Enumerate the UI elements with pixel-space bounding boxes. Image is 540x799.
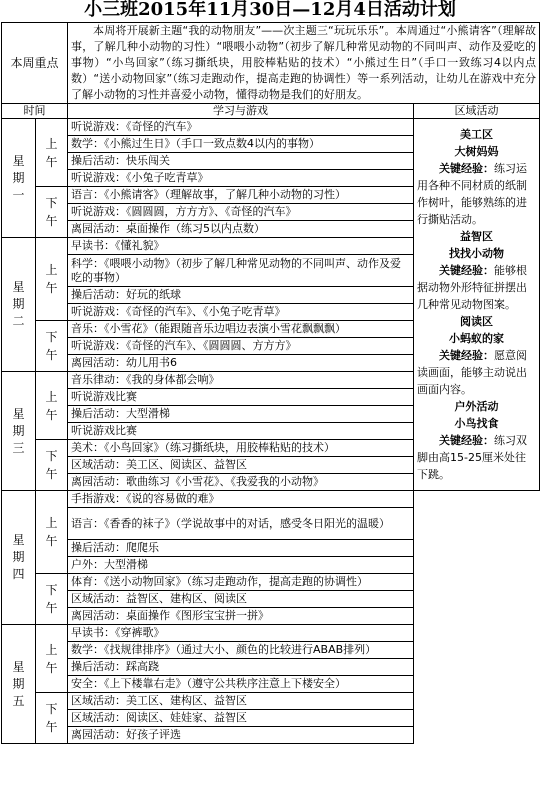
table-row — [2, 508, 540, 540]
zone-key-text: 愿意阅读画面，能够主动说出画面内容。 — [417, 349, 528, 396]
zone-key-text: 能够根据动物外形特征拼摆出几种常见动物图案。 — [417, 264, 528, 311]
half-day-name: 上午 — [45, 263, 58, 295]
table-row — [2, 676, 540, 693]
table-row — [2, 540, 540, 557]
afternoon-label — [36, 187, 68, 238]
zone-subtitle: 小蚂蚁的家 — [449, 332, 505, 345]
table-row — [2, 574, 540, 591]
table-row — [2, 557, 540, 574]
day-label — [2, 119, 36, 238]
table-row — [2, 727, 540, 744]
day-name: 星期四 — [12, 533, 25, 581]
table-row — [2, 659, 540, 676]
half-day-name: 上午 — [45, 516, 58, 548]
activity-cell: 离园活动：好孩子评选 — [68, 727, 414, 744]
activity-cell: 听说游戏比赛 — [68, 423, 414, 440]
zone-subtitle: 找找小动物 — [449, 247, 505, 260]
afternoon-label — [36, 440, 68, 491]
activity-cell: 户外：大型滑梯 — [68, 557, 414, 574]
table-row — [2, 693, 540, 710]
zone-title: 美工区 — [460, 128, 494, 141]
table-row — [2, 491, 540, 508]
activity-cell: 区域活动：益智区、建构区、阅读区 — [68, 591, 414, 608]
half-day-name: 下午 — [45, 449, 58, 481]
activity-cell: 听说游戏：《小兔子吃青草》 — [68, 170, 414, 187]
activity-cell: 语言：《小熊请客》（理解故事，了解几种小动物的习性） — [68, 187, 414, 204]
weekly-focus-text: 本周将开展新主题“我的动物朋友”——次主题三“玩玩乐乐”。本周通过“小熊请客”（理解故事，了解几种小动物的习性）“喂喂小动物”（初步了解几种常见动物的不同叫声、动作及爱吃的事物）“小鸟回家”（练习撕纸块，用胶棒粘贴的技术）“小熊过生日”（手口一致练习4以内点数）“送小动物回家”（练习走跑动作，提高走跑的协调性）等一系列活动，让幼儿在游戏中充分了解小动物的习性并喜爱小动物，懂得动物是我们的好朋友。 — [68, 23, 540, 104]
zone-key-experience — [417, 262, 536, 313]
day-label — [2, 491, 36, 625]
activity-cell: 美术：《小鸟回家》（练习撕纸块，用胶棒粘贴的技术） — [68, 440, 414, 457]
zone-subtitle: 大树妈妈 — [454, 145, 499, 158]
weekly-focus-row — [2, 23, 540, 104]
table-row — [2, 642, 540, 659]
table-row — [2, 591, 540, 608]
half-day-name: 下午 — [45, 583, 58, 615]
zone-activities-cell — [414, 119, 540, 491]
activity-cell: 数学：《找规律排序》（通过大小、颜色的比较进行ABAB排列） — [68, 642, 414, 659]
zone-title: 益智区 — [460, 230, 494, 243]
day-name: 星期二 — [12, 280, 25, 328]
day-label — [2, 625, 36, 744]
activity-plan-table — [1, 22, 540, 744]
header-time: 时间 — [2, 104, 68, 119]
table-row — [2, 119, 540, 136]
zone-key-label: 关键经验： — [439, 264, 495, 277]
half-day-name: 上午 — [45, 389, 58, 422]
day-label — [2, 238, 36, 372]
activity-cell: 操后活动：爬爬乐 — [68, 540, 414, 557]
morning-label — [36, 119, 68, 187]
activity-cell: 操后活动：好玩的纸球 — [68, 287, 414, 304]
activity-cell: 听说游戏：《圆圆圆，方方方》、《奇怪的汽车》 — [68, 204, 414, 221]
afternoon-label — [36, 693, 68, 744]
activity-cell: 数学：《小熊过生日》（手口一致点数4以内的事物） — [68, 136, 414, 153]
activity-cell: 操后活动：大型滑梯 — [68, 406, 414, 423]
activity-cell: 听说游戏比赛 — [68, 389, 414, 406]
zone-key-experience — [417, 160, 536, 228]
morning-label — [36, 491, 68, 574]
zone-key-text: 练习双脚由高15-25厘米处往下跳。 — [417, 434, 528, 481]
zone-subtitle: 小鸟找食 — [454, 417, 499, 430]
activity-cell: 听说游戏：《奇怪的汽车》 — [68, 119, 414, 136]
day-label — [2, 372, 36, 491]
activity-cell: 听说游戏：《奇怪的汽车》、《小兔子吃青草》 — [68, 304, 414, 321]
day-name: 星期五 — [12, 659, 25, 708]
half-day-name: 下午 — [45, 196, 58, 228]
header-activities: 学习与游戏 — [68, 104, 414, 119]
weekly-focus-label: 本周重点 — [2, 23, 68, 104]
activity-cell: 操后活动：踩高跷 — [68, 659, 414, 676]
morning-label — [36, 372, 68, 440]
half-day-name: 上午 — [45, 642, 58, 675]
afternoon-label — [36, 574, 68, 625]
activity-cell: 区域活动：阅读区、娃娃家、益智区 — [68, 710, 414, 727]
table-row — [2, 608, 540, 625]
half-day-name: 下午 — [45, 330, 58, 362]
zone-key-label: 关键经验： — [439, 349, 495, 362]
zone-key-experience — [417, 347, 536, 398]
activity-cell: 离园活动：桌面操作《图形宝宝拼一拼》 — [68, 608, 414, 625]
page-title: 小三班2015年11月30日—12月4日活动计划 — [84, 0, 456, 20]
activity-cell: 安全：《上下楼靠右走》（遵守公共秩序注意上下楼安全） — [68, 676, 414, 693]
zone-title: 户外活动 — [454, 400, 499, 413]
afternoon-label — [36, 321, 68, 372]
morning-label — [36, 625, 68, 693]
day-name: 星期一 — [12, 153, 25, 202]
activity-cell: 离园活动：歌曲练习《小雪花》、《我爱我的小动物》 — [68, 474, 414, 491]
activity-cell: 早读书：《穿裤歌》 — [68, 625, 414, 642]
half-day-name: 下午 — [45, 702, 58, 734]
table-header-row — [2, 104, 540, 119]
half-day-name: 上午 — [45, 136, 58, 169]
activity-cell: 离园活动：幼儿用书6 — [68, 355, 414, 372]
zone-key-label: 关键经验： — [439, 162, 495, 175]
activity-cell: 操后活动：快乐闯关 — [68, 153, 414, 170]
activity-cell: 音乐：《小雪花》（能跟随音乐边唱边表演小雪花飘飘飘） — [68, 321, 414, 338]
activity-cell: 体育：《送小动物回家》（练习走跑动作，提高走跑的协调性） — [68, 574, 414, 591]
activity-cell: 音乐律动：《我的身体都会响》 — [68, 372, 414, 389]
activity-cell: 手指游戏：《说的容易做的难》 — [68, 491, 414, 508]
zone-title: 阅读区 — [460, 315, 494, 328]
activity-cell: 语言：《香香的袜子》（学说故事中的对话，感受冬日阳光的温暖） — [68, 508, 414, 540]
activity-cell: 科学：《喂喂小动物》（初步了解几种常见动物的不同叫声、动作及爱吃的事物） — [68, 255, 414, 287]
morning-label — [36, 238, 68, 321]
activity-cell: 早读书：《懂礼貌》 — [68, 238, 414, 255]
activity-cell: 离园活动：桌面操作（练习5以内点数） — [68, 221, 414, 238]
activity-cell: 听说游戏：《奇怪的汽车》、《圆圆圆、方方方》 — [68, 338, 414, 355]
table-row — [2, 625, 540, 642]
zone-key-text: 练习运用各种不同材质的纸制作树叶，能够熟练的进行撕贴活动。 — [417, 162, 528, 226]
header-zones: 区域活动 — [414, 104, 540, 119]
zone-key-label: 关键经验： — [439, 434, 495, 447]
day-name: 星期三 — [12, 406, 25, 455]
activity-cell: 区域活动：美工区、建构区、益智区 — [68, 693, 414, 710]
table-row — [2, 710, 540, 727]
activity-cell: 区域活动：美工区、阅读区、益智区 — [68, 457, 414, 474]
zone-key-experience — [417, 432, 536, 483]
